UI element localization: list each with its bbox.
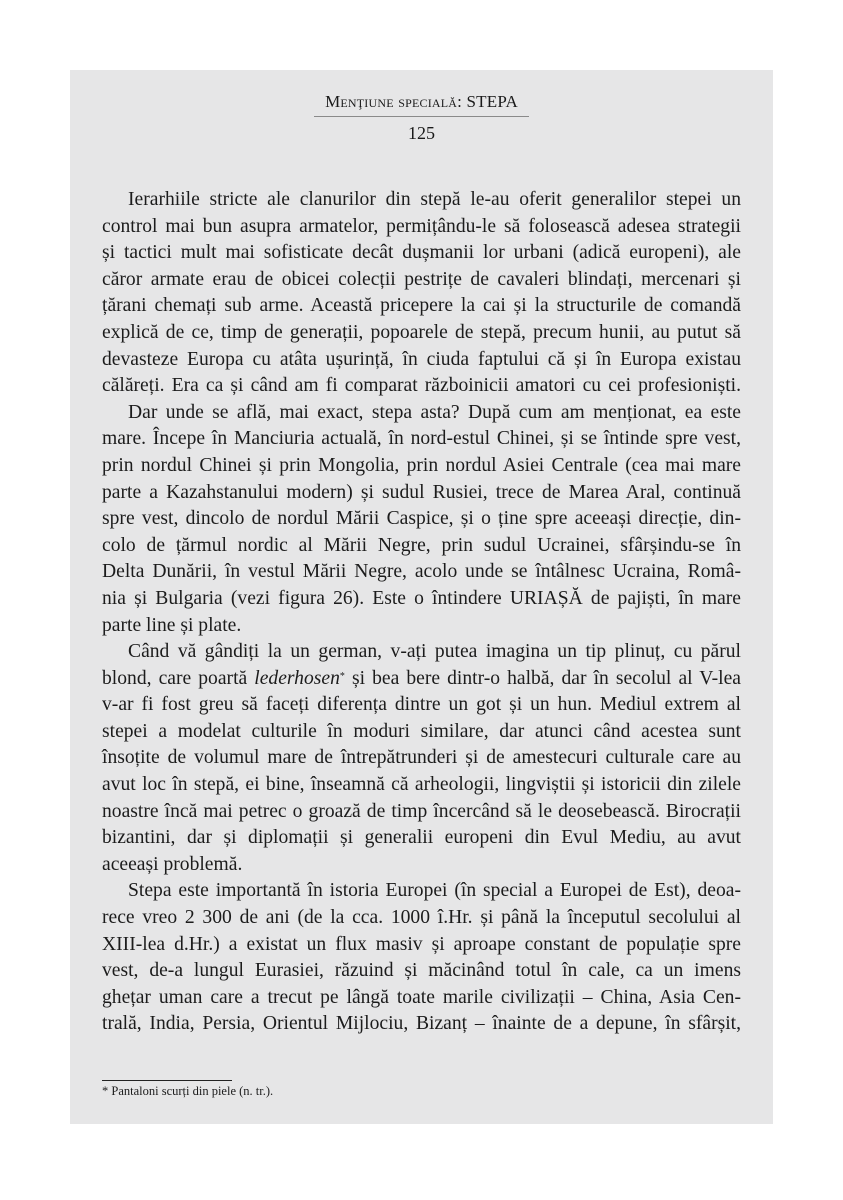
page-number: 125 <box>408 123 435 143</box>
text-line: însoțite de volumul mare de întrepătrunderi și de amestecuri culturale care au <box>102 747 741 769</box>
text-fragment: și bea bere dintr-o halbă, dar în secolul al V-lea <box>344 667 741 689</box>
text-line: stepei a modelat culturile în moduri similare, dar atunci când acestea sunt <box>102 720 741 742</box>
text-line: spre vest, dincolo de nordul Mării Caspice, și o ține spre aceeași direcție, din- <box>102 508 741 530</box>
text-line: control mai bun asupra armatelor, permițându-le să folosească adesea strategii <box>102 215 741 237</box>
text-line: bizantini, dar și diplomații și generalii europeni din Evul Mediu, au avut <box>102 827 741 849</box>
text-line: Delta Dunării, în vestul Mării Negre, acolo unde se întâlnesc Ucraina, Româ- <box>102 561 741 583</box>
header-rule <box>314 116 529 117</box>
text-line: colo de țărmul nordic al Mării Negre, prin sudul Ucrainei, sfârșindu-se în <box>102 534 741 556</box>
text-line: Ierarhiile stricte ale clanurilor din stepă le-au oferit generalilor stepei un <box>128 189 741 210</box>
footnote-rule <box>102 1080 232 1081</box>
footnote-marker[interactable]: * <box>339 670 345 682</box>
text-line: Dar unde se află, mai exact, stepa asta? După cum am menționat, ea este <box>128 401 741 423</box>
footnote: * Pantaloni scurți din piele (n. tr.). <box>102 1084 274 1098</box>
text-line: v-ar fi fost greu să faceți diferența dintre un got și un hun. Mediul extrem al <box>102 694 741 716</box>
body-text <box>102 187 741 1038</box>
text-line: Când vă gândiți la un german, v-ați putea imagina un tip plinuț, cu părul <box>128 641 741 663</box>
text-line: avut loc în stepă, ei bine, înseamnă că arheologii, lingviștii și istoricii din zilele <box>102 774 741 796</box>
text-line <box>102 666 741 693</box>
running-title-chapter: STEPA <box>466 92 518 111</box>
text-line: țărani chemați sub arme. Această pricepere la cai și la structurile de comandă <box>102 295 741 317</box>
text-line: prin nordul Chinei și prin Mongolia, prin nordul Asiei Centrale (cea mai mare <box>102 454 741 476</box>
text-line: aceeași problemă. <box>102 853 243 875</box>
text-line: călăreți. Era ca și când am fi comparat războinicii amatori cu cei profesioniști. <box>102 375 741 397</box>
text-line: mare. Începe în Manciuria actuală, în nord-estul Chinei, și se întinde spre vest, <box>102 428 741 450</box>
italic-term: lederhosen <box>254 667 340 689</box>
text-line: rece vreo 2 300 de ani (de la cca. 1000 î.Hr. și până la începutul secolului al <box>102 907 741 929</box>
text-line: explică de ce, timp de generații, popoarele de stepă, precum hunii, au putut să <box>102 321 741 343</box>
text-line: devasteze Europa cu atâta ușurință, în ciuda faptului că și în Europa existau <box>102 348 741 370</box>
text-line: parte a Kazahstanului modern) și sudul Rusiei, trece de Marea Aral, continuă <box>102 481 741 503</box>
running-header <box>70 92 773 112</box>
text-line: ghețar uman care a trecut pe lângă toate marile civilizații – China, Asia Cen- <box>102 986 741 1008</box>
text-line: Stepa este importantă în istoria Europei (în special a Europei de Est), deoa- <box>128 880 741 902</box>
text-line: trală, India, Persia, Orientul Mijlociu, Bizanț – înainte de a depune, în sfârșit, <box>102 1013 741 1035</box>
text-line: noastre încă mai petrec o groază de timp încercând să le deosebească. Birocrații <box>102 800 741 822</box>
text-line: și tactici mult mai sofisticate decât dușmanii lor urbani (adică europeni), ale <box>102 242 741 264</box>
text-line: XIII-lea d.Hr.) a existat un flux masiv și aproape constant de populație spre <box>102 933 741 955</box>
running-title-section: Menţiune specială: <box>325 92 463 111</box>
text-line: nia și Bulgaria (vezi figura 26). Este o întindere URIAȘĂ de pajiști, în mare <box>102 587 741 609</box>
text-fragment: blond, care poartă <box>102 667 255 689</box>
text-line: căror armate erau de obicei colecții pestrițe de cavaleri blindați, mercenari și <box>102 268 741 290</box>
text-line: parte line și plate. <box>102 614 242 636</box>
text-line: vest, de-a lungul Eurasiei, răzuind și măcinând totul în cale, ca un imens <box>102 960 741 982</box>
book-page <box>70 70 773 1124</box>
